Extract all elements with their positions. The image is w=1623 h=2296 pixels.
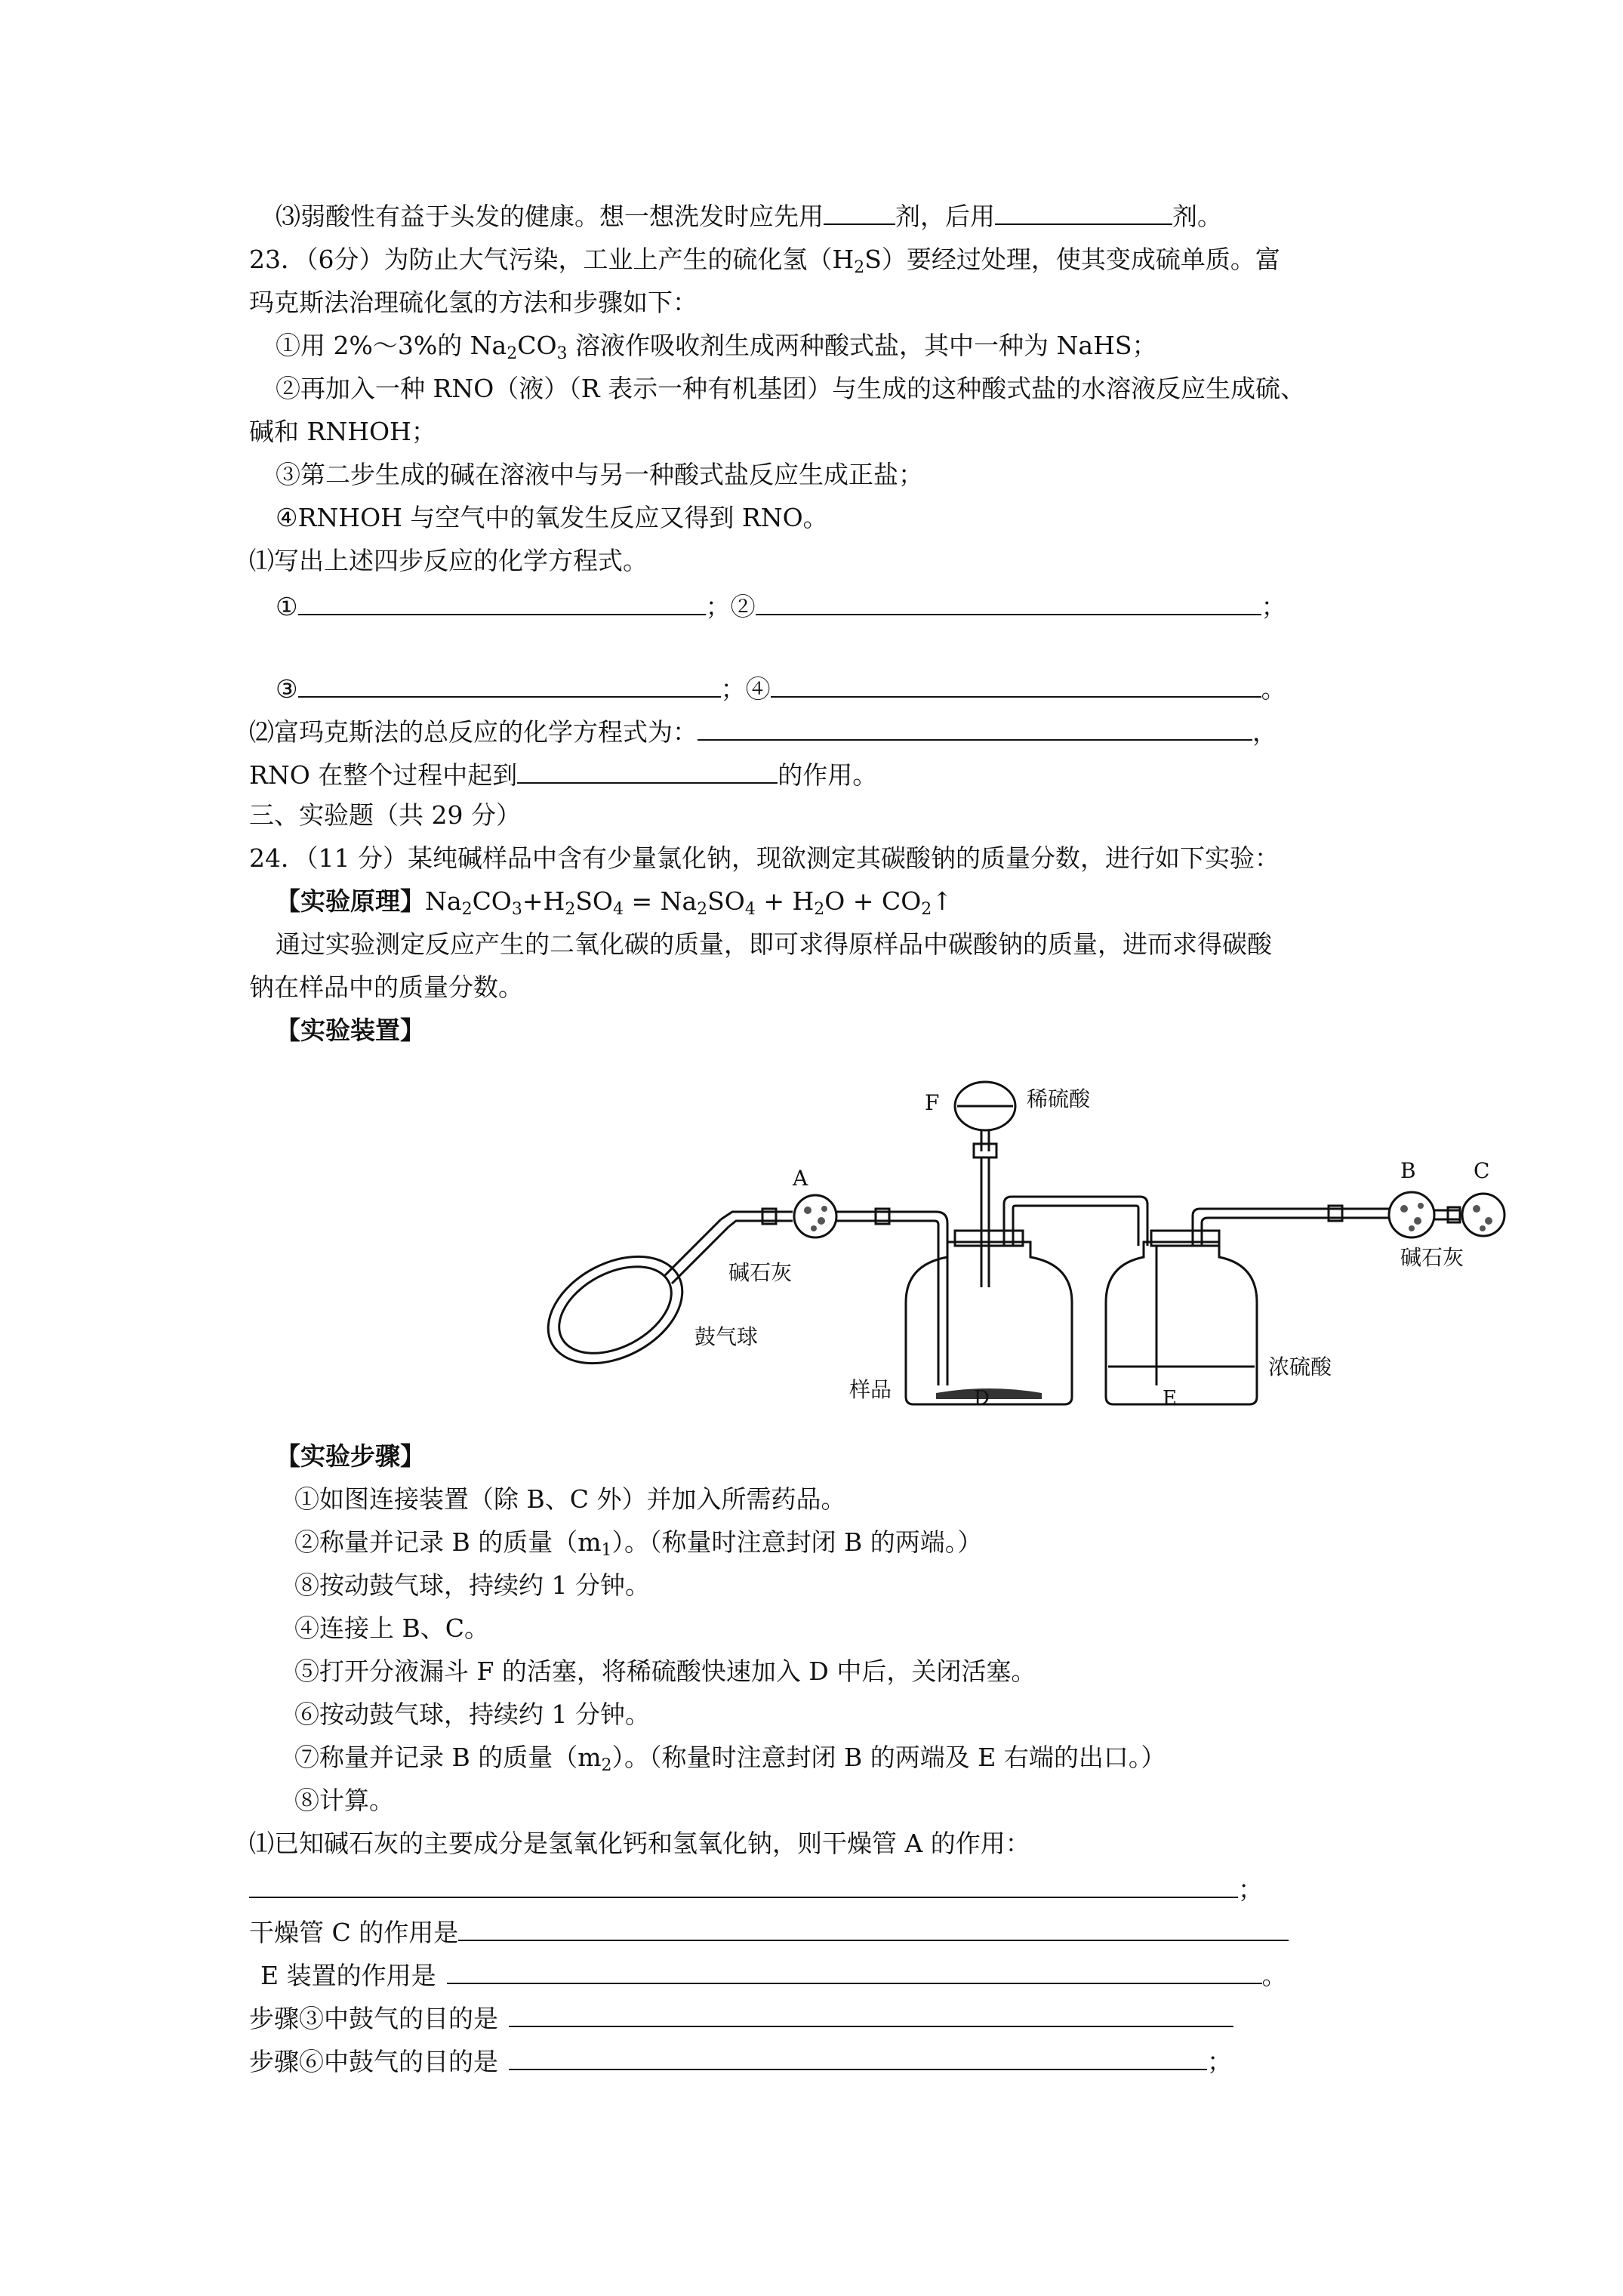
apparatus-diagram: [544, 1061, 1490, 1410]
q23-part2: [249, 713, 1277, 748]
label-c: C: [1474, 1158, 1490, 1183]
answer-blank[interactable]: [298, 670, 721, 698]
text: ；: [1207, 2047, 1232, 2076]
bulb-tube: [664, 1219, 728, 1284]
answer-blank[interactable]: [509, 2000, 1233, 2027]
text: ⑵富玛克斯法的总反应的化学方程式为：: [249, 717, 698, 747]
text: 步骤③中鼓气的目的是: [249, 2004, 498, 2033]
q24-answer-c: [249, 1914, 1289, 1949]
funnel-stopcock: [974, 1130, 996, 1157]
step-4: ④连接上 B、C。: [294, 1613, 489, 1643]
q24-text1: 通过实验测定反应产生的二氧化碳的质量，即可求得原样品中碳酸钠的质量，进而求得碳酸: [276, 929, 1272, 959]
answer-blank[interactable]: [517, 757, 778, 784]
step-7: [294, 1742, 1166, 1774]
q24-text2: 钠在样品中的质量分数。: [249, 972, 523, 1002]
text: ）。（称量时注意封闭 B 的两端。）: [611, 1527, 983, 1557]
q23-step1: [276, 330, 1156, 362]
funnel-stem: [981, 1157, 989, 1287]
section-heading: 三、实验题（共 29 分）: [249, 800, 521, 830]
label-a: A: [793, 1166, 808, 1191]
stopper-e: [1151, 1231, 1219, 1246]
step-6: ⑥按动鼓气球，持续约 1 分钟。: [294, 1700, 650, 1729]
eq: + H: [755, 886, 815, 916]
gas-arrow: ↑: [932, 886, 953, 916]
tube-a-to-d: [836, 1212, 947, 1385]
step-1: ①如图连接装置（除 B、C 外）并加入所需药品。: [294, 1484, 846, 1514]
bottle-e: [1106, 1242, 1257, 1404]
apparatus-label: 【实验装置】: [276, 1015, 425, 1045]
step-3: ⑧按动鼓气球，持续约 1 分钟。: [294, 1570, 650, 1600]
subscript: 4: [744, 900, 756, 919]
marker: ①: [276, 592, 298, 621]
q24-answer-step3: [249, 2000, 1233, 2035]
q24-part1: ⑴已知碱石灰的主要成分是氢氧化钙和氢氧化钠，则干燥管 A 的作用：: [249, 1829, 1030, 1858]
q22-text: ⑶弱酸性有益于头发的健康。想一想洗发时应先用: [276, 202, 824, 231]
text: 步骤⑥中鼓气的目的是: [249, 2047, 498, 2076]
text: RNO 在整个过程中起到: [249, 760, 518, 790]
step-2: [294, 1527, 982, 1558]
q23-step2b: 碱和 RNHOH；: [249, 417, 436, 446]
marker: ③: [276, 674, 298, 704]
label-d: D: [974, 1387, 990, 1410]
principle-label: 【实验原理】: [276, 886, 425, 916]
eq: O + CO: [824, 886, 922, 916]
q23-head-text: 23．（6分）为防止大气污染，工业上产生的硫化氢（H: [249, 245, 855, 274]
step-8: ⑧计算。: [294, 1786, 394, 1815]
answer-blank[interactable]: [756, 588, 1261, 615]
eq: = Na: [623, 886, 698, 916]
text: E 装置的作用是: [260, 1961, 436, 1990]
q23-step4: ④RNHOH 与空气中的氧发生反应又得到 RNO。: [276, 503, 828, 532]
answer-blank[interactable]: [771, 670, 1261, 698]
text: ⑦称量并记录 B 的质量（m: [294, 1743, 602, 1772]
tube-to-a: [721, 1212, 793, 1227]
text: ①用 2%～3%的 Na: [276, 331, 507, 360]
label-sample: 样品: [849, 1377, 892, 1402]
text: 溶液作吸收剂生成两种酸式盐，其中一种为 NaHS；: [567, 331, 1157, 360]
marker: ；: [1261, 592, 1286, 621]
answer-blank[interactable]: [509, 2043, 1207, 2070]
subscript: 2: [921, 900, 932, 919]
q24-answer-step6: [249, 2043, 1232, 2078]
subscript: 2: [601, 1756, 612, 1775]
eq: +H: [522, 886, 565, 916]
subscript: 2: [461, 900, 473, 919]
eq: CO: [472, 886, 512, 916]
answer-blank[interactable]: [298, 588, 706, 615]
q24-answer-a: [249, 1871, 1263, 1906]
q23-line2: 玛克斯法治理硫化氢的方法和步骤如下：: [249, 288, 698, 317]
subscript: 3: [511, 900, 522, 919]
step-5: ⑤打开分液漏斗 F 的活塞，将稀硫酸快速加入 D 中后，关闭活塞。: [294, 1657, 1036, 1686]
text: ）。（称量时注意封闭 B 的两端及 E 右端的出口。）: [611, 1743, 1166, 1772]
subscript: 2: [565, 900, 576, 919]
text: 的作用。: [778, 760, 878, 790]
eq: SO: [707, 886, 745, 916]
drying-tube-a: [794, 1195, 836, 1237]
subscript: 2: [697, 900, 708, 919]
answer-blank[interactable]: [458, 1914, 1289, 1941]
q24-heading: 24．（11 分）某纯碱样品中含有少量氯化钠，现欲测定其碳酸钠的质量分数，进行如下实验：: [249, 843, 1280, 873]
label-soda-lime-a: 碱石灰: [728, 1260, 793, 1285]
subscript: 2: [814, 900, 825, 919]
text: 干燥管 C 的作用是: [249, 1918, 459, 1947]
air-bulb[interactable]: [530, 1235, 701, 1385]
text: ②称量并记录 B 的质量（m: [294, 1527, 602, 1557]
text: 。: [1261, 1961, 1287, 1990]
q23-equation-row1: [276, 588, 1286, 623]
label-e: E: [1163, 1387, 1177, 1410]
text: ；: [1238, 1875, 1263, 1904]
q22-text: 剂，后用: [895, 202, 995, 231]
eq: Na: [425, 886, 462, 916]
steps-label: 【实验步骤】: [276, 1441, 425, 1471]
q22-part3-line: [276, 198, 1222, 233]
q23-step2a: ②再加入一种 RNO（液）（R 表示一种有机基团）与生成的这种酸式盐的水溶液反应生成硫、: [276, 374, 1306, 403]
label-f: F: [925, 1090, 940, 1115]
subscript: 2: [854, 258, 865, 277]
eq: SO: [575, 886, 613, 916]
subscript: 2: [507, 344, 518, 363]
subscript: 1: [601, 1541, 612, 1560]
q24-answer-e: [260, 1957, 1287, 1992]
tube-d-to-e: [1004, 1197, 1147, 1246]
q23-head-text: S）要经过处理，使其变成硫单质。富: [864, 245, 1280, 274]
label-conc-acid: 浓硫酸: [1268, 1354, 1332, 1379]
label-soda-lime-b: 碱石灰: [1400, 1245, 1464, 1270]
marker: ；②: [705, 592, 756, 621]
tube-e-to-b: [1193, 1209, 1389, 1246]
q23-step3: ③第二步生成的碱在溶液中与另一种酸式盐反应生成正盐；: [276, 460, 923, 489]
label-dilute-acid: 稀硫酸: [1027, 1086, 1091, 1111]
q23-part3: [249, 757, 877, 791]
answer-blank[interactable]: [249, 1871, 1238, 1898]
answer-blank[interactable]: [824, 198, 895, 225]
air-bulb-inner: [544, 1249, 685, 1371]
label-b: B: [1400, 1158, 1416, 1183]
q24-principle: [276, 886, 953, 917]
text: ，: [1252, 717, 1277, 747]
answer-blank[interactable]: [698, 713, 1252, 741]
text: CO: [517, 331, 557, 360]
subscript: 3: [556, 344, 568, 363]
marker: ；④: [720, 674, 771, 704]
answer-blank[interactable]: [447, 1957, 1262, 1984]
q23-part1: ⑴写出上述四步反应的化学方程式。: [249, 546, 648, 575]
q23-equation-row2: [276, 670, 1286, 705]
subscript: 4: [612, 900, 624, 919]
answer-blank[interactable]: [995, 198, 1172, 225]
q22-text: 剂。: [1172, 202, 1222, 231]
q23-heading: [249, 244, 1280, 276]
label-air-bulb: 鼓气球: [694, 1324, 759, 1349]
marker: 。: [1261, 674, 1286, 704]
